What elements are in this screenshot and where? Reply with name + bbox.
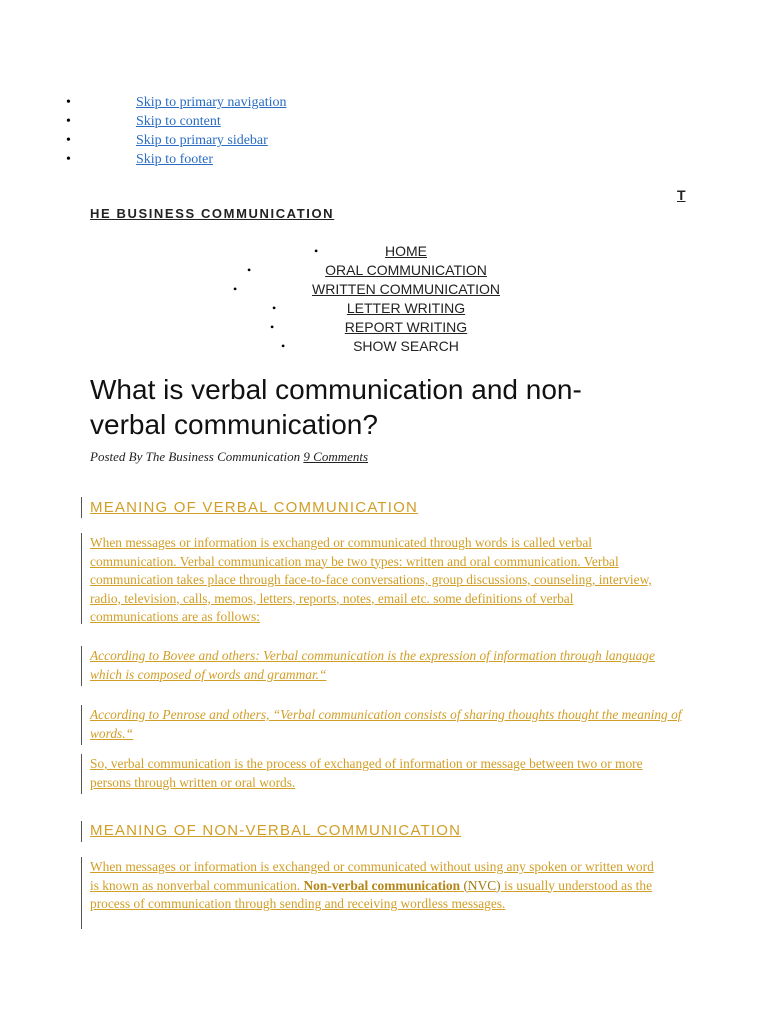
primary-nav: [0, 242, 768, 356]
byline-author: Posted By The Business Communication: [90, 449, 301, 464]
bullet-icon: •: [66, 95, 71, 110]
section-heading-nonverbal: MEANING OF NON-VERBAL COMMUNICATION: [90, 822, 462, 839]
show-search-button[interactable]: SHOW SEARCH: [353, 338, 459, 354]
nav-oral-link[interactable]: ORAL COMMUNICATION: [325, 262, 487, 278]
skip-to-footer-link[interactable]: Skip to footer: [136, 152, 213, 167]
nav-letter-link[interactable]: LETTER WRITING: [346, 300, 466, 316]
bold-term: Non-verbal communication: [303, 877, 461, 893]
nav-written-link[interactable]: WRITTEN COMMUNICATION: [312, 281, 500, 297]
bullet-icon: •: [314, 244, 319, 258]
bullet-icon: •: [66, 114, 71, 129]
skip-to-content-link[interactable]: Skip to content: [136, 114, 221, 129]
quote-penrose: According to Penrose and others, “Verbal communication consists of sharing thoughts thought the meaning of words.“: [90, 707, 682, 741]
paragraph-nonverbal-definition: [90, 858, 660, 914]
bullet-icon: •: [66, 152, 71, 167]
paragraph-verbal-definition: When messages or information is exchanged or communicated through words is called verbal communication. Verbal communication may be two types: written and oral communication. Verbal communication takes place through face-to-face conversations, group discussions, counseling, interview, radio, television, calls, memos, letters, reports, notes, email etc. some definitions of verbal communications are as follows:: [90, 535, 652, 624]
bullet-icon: •: [247, 263, 252, 277]
nav-item-written: [0, 280, 768, 299]
section-heading-verbal: MEANING OF VERBAL COMMUNICATION: [90, 499, 419, 516]
nav-item-letter: [0, 299, 768, 318]
abbreviation: (NVC): [463, 877, 501, 893]
section-divider: [81, 497, 82, 518]
skip-to-sidebar-link[interactable]: Skip to primary sidebar: [136, 133, 268, 148]
quote-bovee: According to Bovee and others: Verbal communication is the expression of information through language which is composed of words and grammar.“: [90, 648, 655, 682]
nav-item-search: [0, 337, 768, 356]
paragraph-text: is usually understood as the process of communication through sending and receiving wordless messages.: [90, 877, 653, 911]
site-title[interactable]: HE BUSINESS COMMUNICATION: [90, 206, 335, 221]
article-title: What is verbal communication and non-verbal communication?: [90, 374, 582, 440]
nav-home-link[interactable]: HOME: [385, 243, 427, 259]
skip-to-navigation-link[interactable]: Skip to primary navigation: [136, 95, 287, 110]
bullet-icon: •: [233, 282, 238, 296]
paragraph-text: When messages or information is exchanged or communicated without using any spoken or written word is known as nonverbal communication.: [90, 859, 654, 893]
nav-report-link[interactable]: REPORT WRITING: [344, 319, 468, 335]
bullet-icon: •: [281, 339, 286, 353]
quote-bar: [81, 533, 82, 624]
quote-bar: [81, 857, 82, 929]
nav-item-oral: [0, 261, 768, 280]
byline: [90, 449, 368, 465]
paragraph-verbal-summary: So, verbal communication is the process of exchanged of information or message between two or more persons through written or oral words.: [90, 756, 643, 790]
quote-bar: [81, 705, 82, 745]
quote-bar: [81, 754, 82, 794]
bullet-icon: •: [66, 133, 71, 148]
bullet-icon: •: [272, 301, 277, 315]
section-divider: [81, 821, 82, 842]
nav-item-home: [0, 242, 768, 261]
nav-item-report: [0, 318, 768, 337]
site-title-first-letter[interactable]: T: [677, 187, 686, 203]
comments-link[interactable]: 9 Comments: [303, 449, 369, 464]
bullet-icon: •: [270, 320, 275, 334]
quote-bar: [81, 646, 82, 686]
